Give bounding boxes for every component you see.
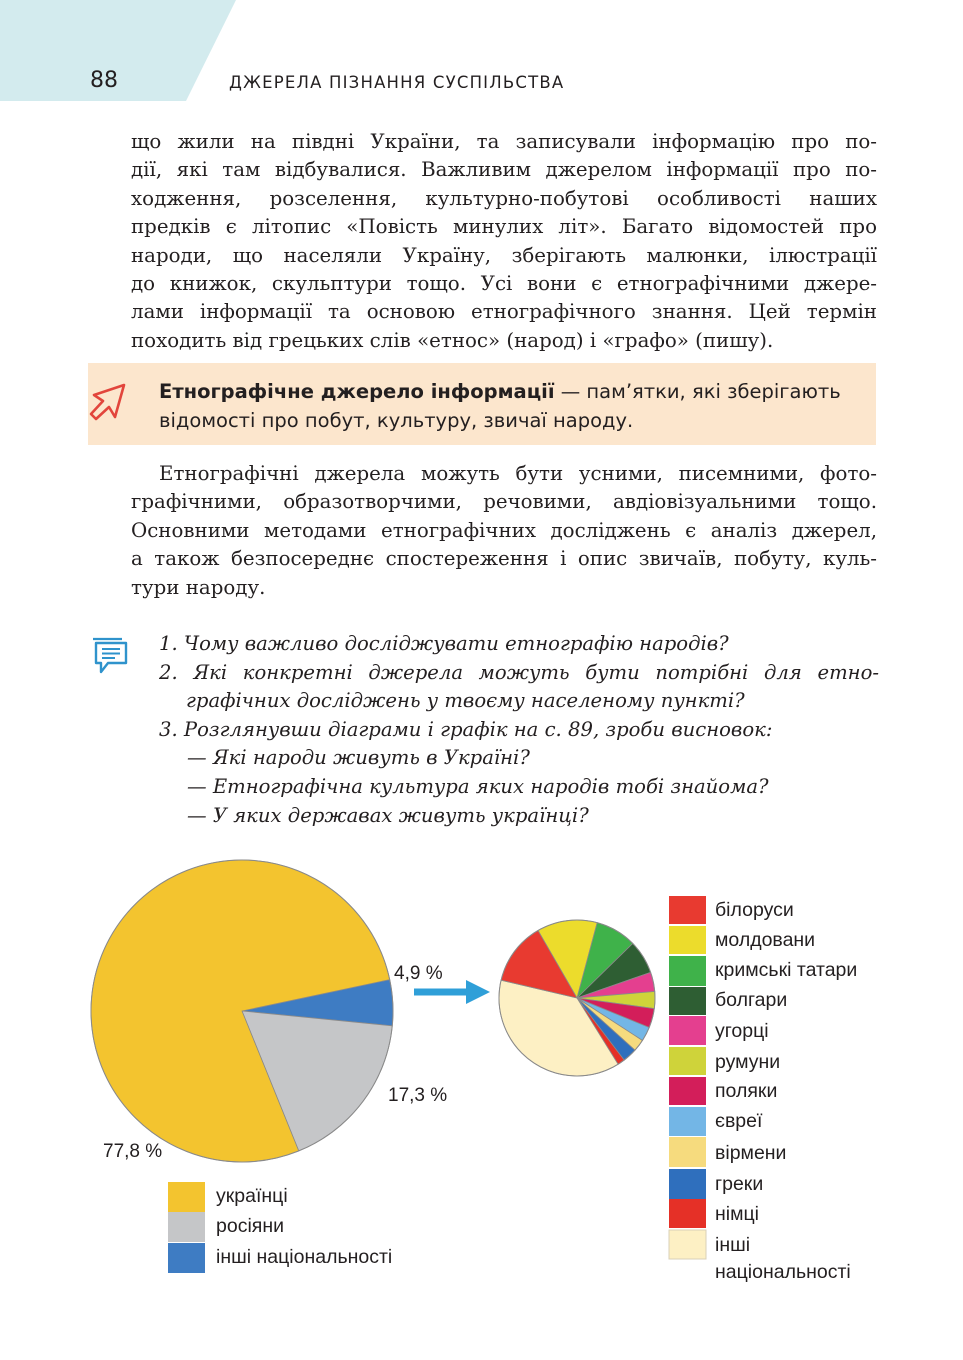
legend-label-поляки: поляки — [715, 1080, 778, 1102]
legend-label-білоруси: білоруси — [715, 899, 794, 921]
text-line: ходження, розселення, культурно-побутові особливості наших — [131, 186, 877, 210]
legend-swatch-інші-національності — [669, 1230, 706, 1259]
text-line: тури народу. — [131, 575, 266, 599]
text-line: Основними методами етнографічних досліджень є аналіз джерел, — [131, 518, 877, 542]
text-line: предків є літопис «Повість минулих літ». Багато відомостей про — [131, 215, 877, 239]
question-1: 1. Чому важливо досліджувати етнографію народів? — [159, 632, 729, 655]
legend-swatch-інші-національності — [168, 1243, 205, 1273]
legend-swatch-греки — [669, 1169, 706, 1199]
legend-label-євреї: євреї — [715, 1110, 763, 1132]
question-2: 2. Які конкретні джерела можуть бути потрібні для етно- — [159, 660, 879, 684]
text-line: лами інформації та основою етнографічного знання. Цей термін — [131, 300, 877, 324]
legend-label-росіяни: росіяни — [216, 1215, 284, 1237]
value-label-росіяни: 17,3 % — [388, 1085, 448, 1106]
legend-label-молдовани: молдовани — [715, 929, 816, 951]
legend-label-інші: інші — [715, 1234, 751, 1256]
legend-label-вірмени: вірмени — [715, 1142, 787, 1164]
definition-term: Етнографічне джерело інформації — [159, 380, 555, 403]
breakdown-pie-legend — [669, 896, 857, 1283]
value-label-інші-національності: 4,9 % — [394, 963, 443, 984]
legend-swatch-молдовани — [669, 926, 706, 954]
text-line: народи, що населяли Україну, зберігають малюнки, ілюстрації — [131, 243, 877, 267]
legend-swatch-українці — [168, 1182, 205, 1212]
legend-label-українці: українці — [216, 1185, 288, 1207]
legend-swatch-румуни — [669, 1047, 706, 1075]
definition-rest: — пам’ятки, які зберігають — [554, 380, 841, 403]
legend-swatch-поляки — [669, 1077, 706, 1105]
question-3-item: — У яких державах живуть українці? — [187, 803, 589, 827]
legend-label-національності: національності — [715, 1261, 851, 1283]
text-line: дії, які там відбувалися. Важливим джерелом інформації про по- — [131, 158, 877, 182]
legend-swatch-болгари — [669, 987, 706, 1015]
question-3: 3. Розглянувши діаграми і графік на с. 89, зроби висновок: — [159, 717, 773, 741]
legend-label-греки: греки — [715, 1173, 764, 1195]
legend-swatch-вірмени — [669, 1137, 706, 1167]
legend-swatch-кримські-татари — [669, 956, 706, 986]
question-3-item: — Які народи живуть в Україні? — [187, 746, 530, 770]
legend-label-кримські-татари: кримські татари — [715, 959, 858, 981]
legend-swatch-росіяни — [168, 1212, 205, 1242]
legend-swatch-угорці — [669, 1016, 706, 1045]
page-number: 88 — [90, 68, 118, 93]
legend-label-німці: німці — [715, 1203, 760, 1225]
text-line: до книжок, скульптури тощо. Усі вони є етнографічними джере- — [131, 272, 877, 296]
value-label-українці: 77,8 % — [103, 1141, 163, 1162]
legend-label-інші-національності: інші національності — [216, 1246, 393, 1268]
legend-swatch-білоруси — [669, 896, 706, 924]
definition-line-2: відомості про побут, культуру, звичаї народу. — [159, 409, 634, 432]
legend-label-румуни: румуни — [715, 1051, 781, 1073]
legend-swatch-євреї — [669, 1107, 706, 1136]
text-line: а також безпосереднє спостереження і опис звичаїв, побуту, куль- — [131, 547, 877, 571]
question-2-cont: графічних досліджень у твоєму населеному пункті? — [186, 689, 745, 713]
legend-swatch-німці — [669, 1199, 706, 1228]
text-line: Етнографічні джерела можуть бути усними, писемними, фото- — [159, 462, 877, 485]
breakdown-pie-chart — [499, 920, 655, 1076]
legend-label-угорці: угорці — [715, 1020, 769, 1042]
text-line: походить від грецьких слів «етнос» (народ) і «графо» (пишу). — [131, 328, 774, 352]
main-pie-chart — [91, 860, 393, 1162]
running-title: ДЖЕРЕЛА ПІЗНАННЯ СУСПІЛЬСТВА — [229, 73, 565, 92]
main-pie-legend — [168, 1182, 392, 1273]
text-line: що жили на півдні України, та записували інформацію про по- — [131, 130, 877, 153]
text-line: графічними, образотворчими, речовими, авдіовізуальними тощо. — [131, 490, 877, 514]
legend-label-болгари: болгари — [715, 989, 788, 1011]
question-3-item: — Етнографічна культура яких народів тобі знайома? — [187, 774, 769, 798]
